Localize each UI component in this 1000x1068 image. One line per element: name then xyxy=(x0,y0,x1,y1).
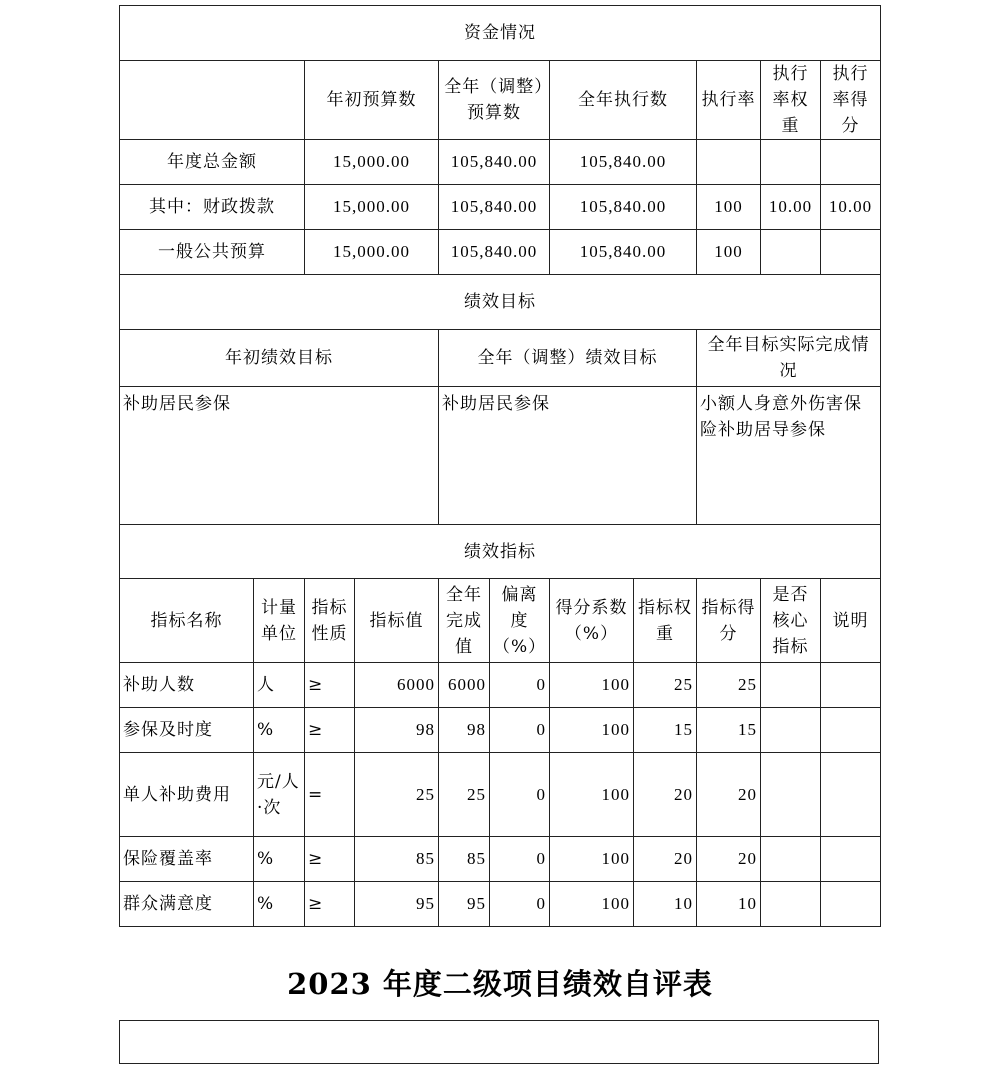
indicator-unit: 元/人·次 xyxy=(254,753,305,837)
header-rate-weight: 执行率权重 xyxy=(761,61,821,140)
funds-row-label: 其中：财政拨款 xyxy=(120,185,305,230)
funds-row xyxy=(120,230,881,275)
indicator-weight: 20 xyxy=(634,753,697,837)
indicator-nature: ≥ xyxy=(305,708,355,753)
table-row xyxy=(120,882,881,927)
indicator-note xyxy=(821,837,881,882)
evaluation-table xyxy=(119,5,881,927)
indicators-header-row xyxy=(120,579,881,663)
indicator-coef: 100 xyxy=(550,753,634,837)
indicator-coef: 100 xyxy=(550,837,634,882)
goals-content-row xyxy=(120,387,881,525)
funds-header-row xyxy=(120,61,881,140)
header-indicator-weight: 指标权重 xyxy=(634,579,697,663)
funds-row xyxy=(120,185,881,230)
indicator-target: 98 xyxy=(355,708,439,753)
indicator-name: 补助人数 xyxy=(120,663,254,708)
header-adjusted-goal: 全年（调整）绩效目标 xyxy=(439,330,697,387)
indicator-coef: 100 xyxy=(550,708,634,753)
indicator-unit: 人 xyxy=(254,663,305,708)
indicator-core xyxy=(761,663,821,708)
table-row xyxy=(120,837,881,882)
indicator-score: 25 xyxy=(697,663,761,708)
indicator-nature: = xyxy=(305,753,355,837)
indicator-note xyxy=(821,882,881,927)
funds-executed: 105,840.00 xyxy=(550,230,697,275)
goals-section-title: 绩效目标 xyxy=(120,275,881,330)
header-actual-completion: 全年目标实际完成情况 xyxy=(697,330,881,387)
table-row xyxy=(120,753,881,837)
indicator-deviation: 0 xyxy=(490,663,550,708)
header-rate-score: 执行率得分 xyxy=(821,61,881,140)
indicator-core xyxy=(761,753,821,837)
indicator-coef: 100 xyxy=(550,882,634,927)
indicator-actual: 25 xyxy=(439,753,490,837)
table-row xyxy=(120,708,881,753)
funds-adjusted: 105,840.00 xyxy=(439,230,550,275)
indicator-note xyxy=(821,753,881,837)
indicator-name: 单人补助费用 xyxy=(120,753,254,837)
funds-adjusted: 105,840.00 xyxy=(439,185,550,230)
funds-section-title: 资金情况 xyxy=(120,6,881,61)
funds-executed: 105,840.00 xyxy=(550,185,697,230)
indicator-target: 6000 xyxy=(355,663,439,708)
funds-initial: 15,000.00 xyxy=(305,140,439,185)
indicator-core xyxy=(761,882,821,927)
indicator-coef: 100 xyxy=(550,663,634,708)
indicator-core xyxy=(761,837,821,882)
indicator-actual: 98 xyxy=(439,708,490,753)
funds-adjusted: 105,840.00 xyxy=(439,140,550,185)
indicator-name: 群众满意度 xyxy=(120,882,254,927)
indicator-weight: 20 xyxy=(634,837,697,882)
indicator-nature: ≥ xyxy=(305,663,355,708)
funds-initial: 15,000.00 xyxy=(305,230,439,275)
header-target-value: 指标值 xyxy=(355,579,439,663)
indicator-note xyxy=(821,663,881,708)
indicator-score: 10 xyxy=(697,882,761,927)
indicator-deviation: 0 xyxy=(490,708,550,753)
indicator-target: 85 xyxy=(355,837,439,882)
indicator-weight: 10 xyxy=(634,882,697,927)
funds-initial: 15,000.00 xyxy=(305,185,439,230)
header-executed: 全年执行数 xyxy=(550,61,697,140)
funds-weight xyxy=(761,230,821,275)
funds-weight: 10.00 xyxy=(761,185,821,230)
header-unit: 计量单位 xyxy=(254,579,305,663)
indicator-score: 20 xyxy=(697,837,761,882)
indicator-actual: 85 xyxy=(439,837,490,882)
indicator-actual: 95 xyxy=(439,882,490,927)
funds-rate xyxy=(697,140,761,185)
funds-header-blank xyxy=(120,61,305,140)
header-indicator-name: 指标名称 xyxy=(120,579,254,663)
initial-goal-text: 补助居民参保 xyxy=(120,387,439,525)
indicator-core xyxy=(761,708,821,753)
header-score-coef: 得分系数（%） xyxy=(550,579,634,663)
goals-header-row xyxy=(120,330,881,387)
header-initial-budget: 年初预算数 xyxy=(305,61,439,140)
table-row xyxy=(120,663,881,708)
adjusted-goal-text: 补助居民参保 xyxy=(439,387,697,525)
funds-score xyxy=(821,230,881,275)
indicator-name: 参保及时度 xyxy=(120,708,254,753)
funds-weight xyxy=(761,140,821,185)
header-execution-rate: 执行率 xyxy=(697,61,761,140)
indicator-deviation: 0 xyxy=(490,837,550,882)
funds-row xyxy=(120,140,881,185)
funds-rate: 100 xyxy=(697,230,761,275)
header-actual-value: 全年完成值 xyxy=(439,579,490,663)
header-note: 说明 xyxy=(821,579,881,663)
indicator-unit: % xyxy=(254,882,305,927)
actual-completion-text: 小额人身意外伤害保险补助居导参保 xyxy=(697,387,881,525)
document-title: 2023 年度二级项目绩效自评表 xyxy=(287,967,713,1001)
funds-rate: 100 xyxy=(697,185,761,230)
indicator-target: 95 xyxy=(355,882,439,927)
indicators-section-title: 绩效指标 xyxy=(120,525,881,579)
funds-score: 10.00 xyxy=(821,185,881,230)
funds-executed: 105,840.00 xyxy=(550,140,697,185)
header-nature: 指标性质 xyxy=(305,579,355,663)
indicator-weight: 25 xyxy=(634,663,697,708)
indicator-weight: 15 xyxy=(634,708,697,753)
indicator-deviation: 0 xyxy=(490,882,550,927)
indicator-score: 15 xyxy=(697,708,761,753)
indicator-deviation: 0 xyxy=(490,753,550,837)
indicator-name: 保险覆盖率 xyxy=(120,837,254,882)
indicator-target: 25 xyxy=(355,753,439,837)
next-table-frame xyxy=(119,1020,879,1064)
indicator-actual: 6000 xyxy=(439,663,490,708)
indicator-nature: ≥ xyxy=(305,882,355,927)
header-indicator-score: 指标得分 xyxy=(697,579,761,663)
header-initial-goal: 年初绩效目标 xyxy=(120,330,439,387)
funds-row-label: 一般公共预算 xyxy=(120,230,305,275)
indicator-unit: % xyxy=(254,837,305,882)
header-deviation: 偏离度（%） xyxy=(490,579,550,663)
indicator-note xyxy=(821,708,881,753)
funds-score xyxy=(821,140,881,185)
indicator-unit: % xyxy=(254,708,305,753)
indicator-score: 20 xyxy=(697,753,761,837)
funds-row-label: 年度总金额 xyxy=(120,140,305,185)
header-adjusted-budget: 全年（调整）预算数 xyxy=(439,61,550,140)
header-is-core: 是否核心指标 xyxy=(761,579,821,663)
indicator-nature: ≥ xyxy=(305,837,355,882)
